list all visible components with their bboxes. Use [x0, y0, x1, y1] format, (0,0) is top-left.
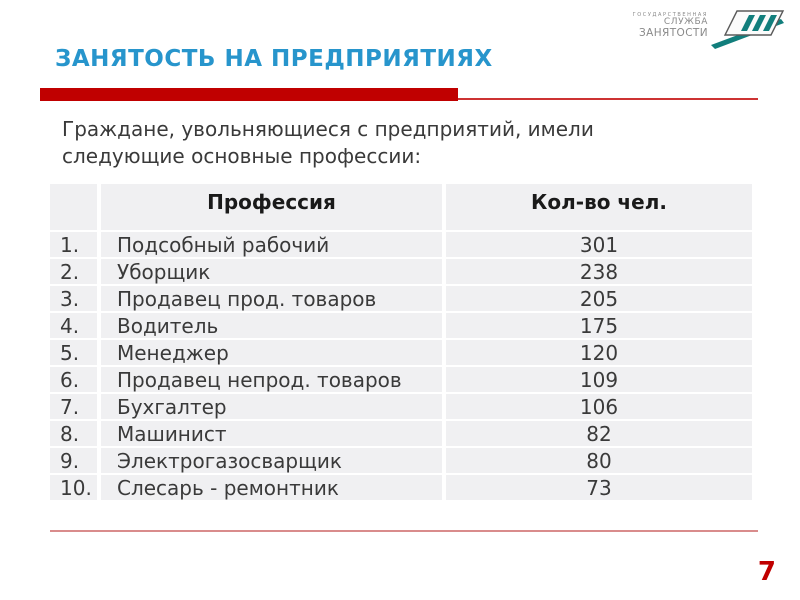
- row-profession: Слесарь - ремонтник: [101, 475, 442, 500]
- row-profession: Продавец непрод. товаров: [101, 367, 442, 392]
- employment-service-logo: [633, 8, 790, 50]
- row-number: 6.: [50, 367, 97, 392]
- row-profession: Машинист: [101, 421, 442, 446]
- row-number: 10.: [50, 475, 97, 500]
- footer-divider: [50, 530, 758, 532]
- row-number: 2.: [50, 259, 97, 284]
- logo-line-2: СЛУЖБА: [663, 17, 708, 28]
- professions-table: [50, 184, 752, 500]
- row-count: 80: [446, 448, 752, 473]
- intro-line-2: следующие основные профессии:: [62, 144, 422, 168]
- header-profession: Профессия: [101, 184, 442, 230]
- row-count: 120: [446, 340, 752, 365]
- employment-service-flag-icon: [710, 8, 790, 50]
- row-number: 1.: [50, 232, 97, 257]
- row-count: 238: [446, 259, 752, 284]
- row-number: 8.: [50, 421, 97, 446]
- row-profession: Подсобный рабочий: [101, 232, 442, 257]
- logo-text: [633, 13, 708, 39]
- logo-line-1: ГОСУДАРСТВЕННАЯ: [632, 12, 708, 18]
- row-profession: Водитель: [101, 313, 442, 338]
- row-count: 82: [446, 421, 752, 446]
- page-number: 7: [757, 557, 776, 587]
- row-profession: Уборщик: [101, 259, 442, 284]
- row-number: 3.: [50, 286, 97, 311]
- row-number: 7.: [50, 394, 97, 419]
- intro-text: [62, 116, 642, 170]
- accent-line: [40, 98, 758, 100]
- header-index: [50, 184, 97, 230]
- intro-line-1: Граждане, увольняющиеся с предприятий, имели: [62, 117, 594, 141]
- row-count: 205: [446, 286, 752, 311]
- page-title: ЗАНЯТОСТЬ НА ПРЕДПРИЯТИЯХ: [55, 46, 493, 72]
- row-count: 106: [446, 394, 752, 419]
- row-profession: Бухгалтер: [101, 394, 442, 419]
- row-count: 73: [446, 475, 752, 500]
- row-profession: Электрогазосварщик: [101, 448, 442, 473]
- header-count: Кол-во чел.: [446, 184, 752, 230]
- row-profession: Менеджер: [101, 340, 442, 365]
- row-number: 9.: [50, 448, 97, 473]
- row-number: 5.: [50, 340, 97, 365]
- row-profession: Продавец прод. товаров: [101, 286, 442, 311]
- logo-line-3: ЗАНЯТОСТИ: [639, 26, 708, 39]
- row-count: 109: [446, 367, 752, 392]
- row-count: 301: [446, 232, 752, 257]
- row-count: 175: [446, 313, 752, 338]
- row-number: 4.: [50, 313, 97, 338]
